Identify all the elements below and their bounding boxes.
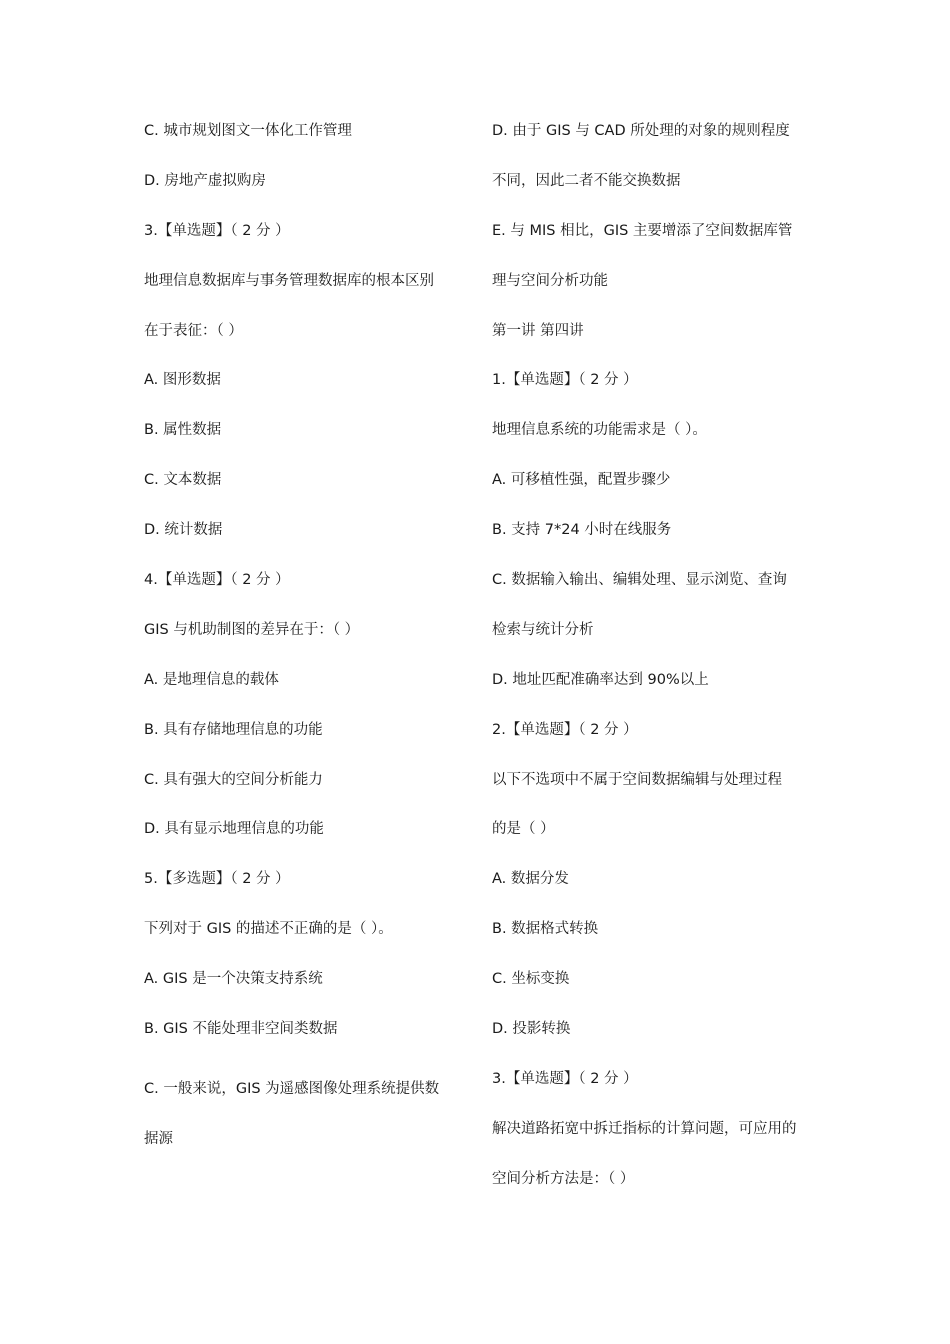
section-heading: 第一讲 第四讲 — [492, 322, 584, 339]
left-column — [144, 121, 464, 1179]
option-d-line: D. 具有显示地理信息的功能 — [144, 821, 324, 838]
option-c-line-cont: 据源 — [144, 1130, 173, 1147]
option-c-line: C. 城市规划图文一体化工作管理 — [144, 123, 352, 139]
option-e-line: E. 与 MIS 相比，GIS 主要增添了空间数据库管 — [492, 222, 793, 239]
option-b-line: B. 支持 7*24 小时在线服务 — [492, 522, 672, 539]
option-a-line: A. 数据分发 — [492, 871, 569, 888]
question-3-text-cont: 空间分析方法是：（ ） — [492, 1170, 635, 1187]
question-5-text: 下列对于 GIS 的描述不正确的是（ ）。 — [144, 921, 393, 938]
option-b-line: B. 属性数据 — [144, 422, 222, 439]
option-e-line-cont: 理与空间分析功能 — [492, 272, 608, 289]
option-d-line: D. 投影转换 — [492, 1021, 571, 1038]
option-a-line: A. 图形数据 — [144, 372, 221, 389]
question-2-header: 2.【单选题】（ 2 分 ） — [492, 721, 638, 738]
question-4-text: GIS 与机助制图的差异在于：（ ） — [144, 621, 360, 638]
question-3-text: 解决道路拓宽中拆迁指标的计算问题，可应用的 — [492, 1120, 797, 1137]
question-4-header: 4.【单选题】（ 2 分 ） — [144, 572, 290, 589]
option-b-line: B. GIS 不能处理非空间类数据 — [144, 1021, 338, 1038]
question-5-header: 5.【多选题】（ 2 分 ） — [144, 871, 290, 888]
question-3-text-cont: 在于表征：（ ） — [144, 322, 243, 339]
question-1-header: 1.【单选题】（ 2 分 ） — [492, 372, 638, 389]
option-a-line: A. 可移植性强，配置步骤少 — [492, 472, 671, 489]
option-d-line: D. 地址匹配准确率达到 90%以上 — [492, 671, 709, 688]
option-b-line: B. 具有存储地理信息的功能 — [144, 721, 323, 738]
option-d-line: D. 房地产虚拟购房 — [144, 172, 266, 189]
option-d-line: D. 由于 GIS 与 CAD 所处理的对象的规则程度 — [492, 123, 790, 139]
option-c-line: C. 一般来说，GIS 为遥感图像处理系统提供数 — [144, 1081, 440, 1098]
right-column — [492, 121, 814, 1219]
option-c-line: C. 数据输入输出、编辑处理、显示浏览、查询 — [492, 572, 787, 589]
question-3-text: 地理信息数据库与事务管理数据库的根本区别 — [144, 272, 434, 289]
question-3-header: 3.【单选题】（ 2 分 ） — [144, 222, 290, 239]
option-c-line: C. 具有强大的空间分析能力 — [144, 771, 323, 788]
option-c-line: C. 坐标变换 — [492, 971, 570, 988]
question-1-text: 地理信息系统的功能需求是（ ）。 — [492, 422, 707, 439]
option-d-line-cont: 不同，因此二者不能交换数据 — [492, 172, 681, 189]
option-c-line-cont: 检索与统计分析 — [492, 621, 594, 638]
option-a-line: A. GIS 是一个决策支持系统 — [144, 971, 323, 988]
option-b-line: B. 数据格式转换 — [492, 921, 599, 938]
option-a-line: A. 是地理信息的载体 — [144, 671, 279, 688]
option-d-line: D. 统计数据 — [144, 522, 223, 539]
question-2-text-cont: 的是（ ） — [492, 821, 555, 838]
question-2-text: 以下不选项中不属于空间数据编辑与处理过程 — [492, 771, 782, 788]
question-3-header: 3.【单选题】（ 2 分 ） — [492, 1070, 638, 1087]
option-c-line: C. 文本数据 — [144, 472, 222, 489]
